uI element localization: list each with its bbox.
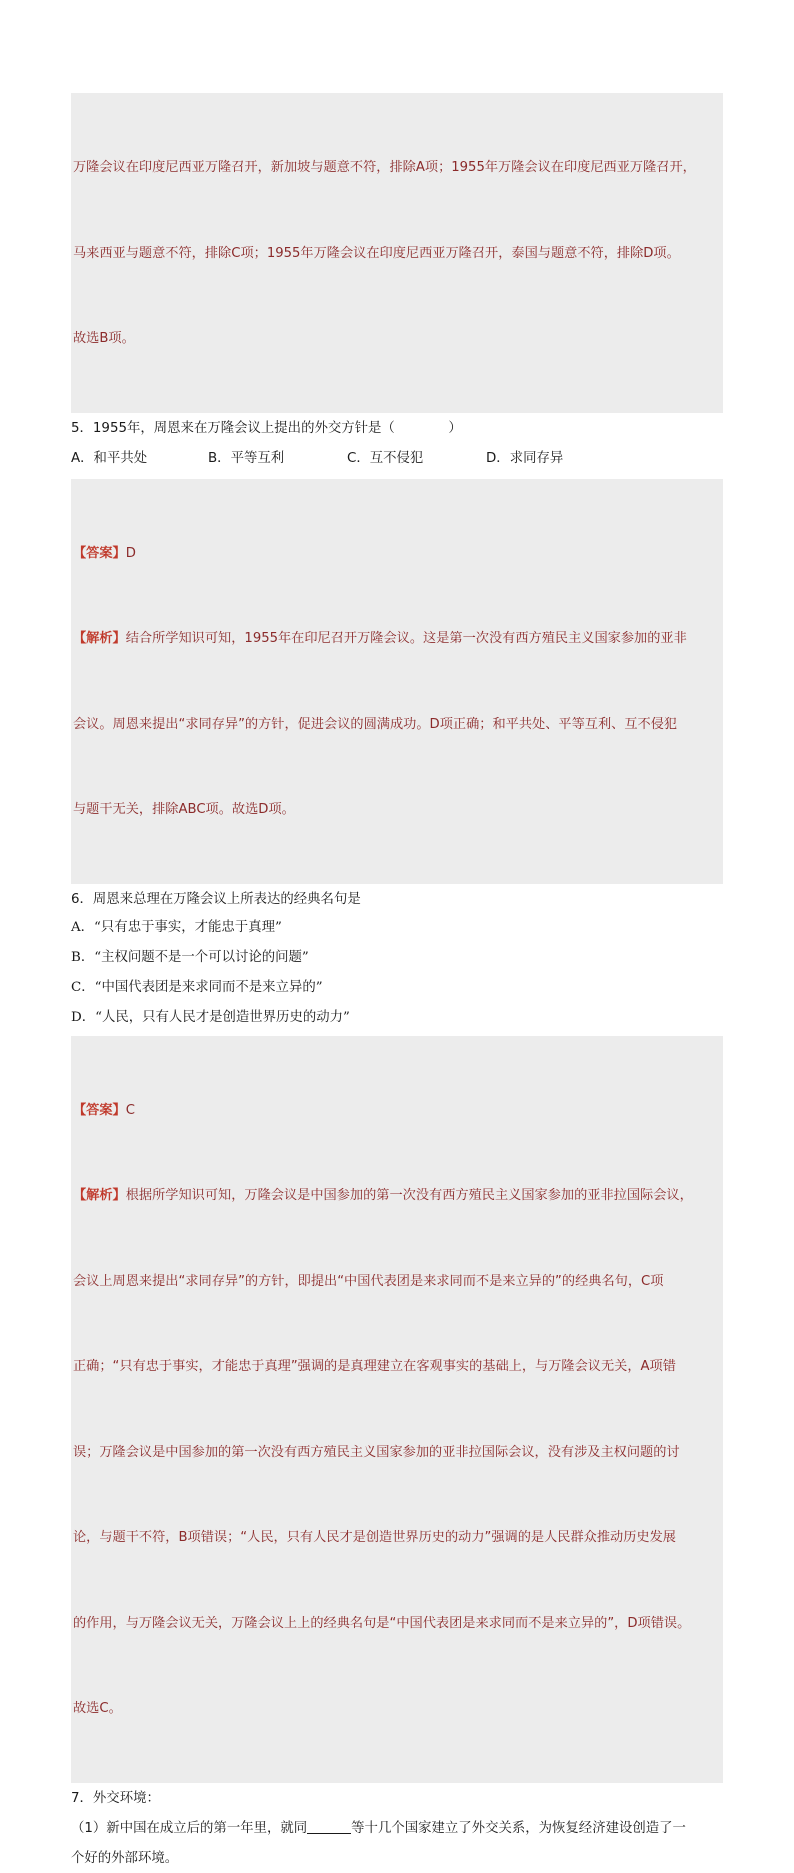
- question-5-answer: [73, 540, 721, 569]
- question-6-analysis-line-2: 会议上周恩来提出“求同存异”的方针，即提出“中国代表团是来求同而不是来立异的”的经典名句，C项: [73, 1273, 664, 1289]
- analysis-tag: 【解析】: [73, 1188, 126, 1203]
- question-6-analysis-line-7: 故选C。: [73, 1701, 122, 1716]
- analysis-text: 结合所学知识可知，1955年在印尼召开万隆会议。这是第一次没有西方殖民主义国家参加的亚非: [125, 631, 687, 646]
- question-5-analysis-line-3: 与题干无关，排除ABC项。故选D项。: [73, 802, 295, 817]
- question-7-sub-1-line-2: 个好的外部环境。: [71, 1850, 179, 1866]
- question-7-sub-1: [71, 1815, 723, 1843]
- answer-tag: 【答案】: [73, 1102, 126, 1118]
- question-6-option-d: D．“人民，只有人民才是创造世界历史的动力”: [71, 1009, 350, 1025]
- question-5-analysis-line-1: [73, 625, 721, 654]
- fill-in-blank[interactable]: [307, 1819, 351, 1834]
- prev-analysis-block: [71, 93, 723, 413]
- question-6-stem: 6．周恩来总理在万隆会议上所表达的经典名句是: [71, 891, 361, 907]
- sub-1-text-b: 等十几个国家建立了外交关系，为恢复经济建设创造了一: [351, 1820, 686, 1836]
- question-5-analysis-line-2: 会议。周恩来提出“求同存异”的方针，促进会议的圆满成功。D项正确；和平共处、平等互利、互不侵犯: [73, 716, 678, 732]
- answer-value: D: [125, 545, 136, 561]
- question-6-option-c: C．“中国代表团是来求同而不是来立异的”: [71, 979, 323, 995]
- analysis-text: 根据所学知识可知，万隆会议是中国参加的第一次没有西方殖民主义国家参加的亚非拉国际会议，: [125, 1188, 693, 1203]
- question-5-option-a: A．和平共处: [71, 450, 148, 466]
- prev-analysis-line-3: 故选B项。: [73, 331, 135, 346]
- document-page: [71, 93, 723, 1873]
- question-5-answer-block: [71, 479, 723, 884]
- question-6-analysis-line-5: 论，与题干不符，B项错误；“人民，只有人民才是创造世界历史的动力”强调的是人民群众推动历史发展: [73, 1530, 676, 1545]
- question-5-option-d: D．求同存异: [486, 450, 564, 466]
- answer-tag: 【答案】: [73, 545, 126, 561]
- question-6-analysis-line-4: 误；万隆会议是中国参加的第一次没有西方殖民主义国家参加的亚非拉国际会议，没有涉及主权问题的讨: [73, 1444, 680, 1460]
- question-6-analysis-line-6: 的作用，与万隆会议无关，万隆会议上上的经典名句是“中国代表团是来求同而不是来立异的”，D项错误。: [73, 1615, 691, 1631]
- question-6-answer-block: [71, 1036, 723, 1783]
- sub-1-text-a: （1）新中国在成立后的第一年里，就同: [71, 1820, 308, 1836]
- answer-value: C: [125, 1102, 135, 1118]
- question-6-answer: [73, 1097, 721, 1126]
- prev-analysis-line-1: 万隆会议在印度尼西亚万隆召开，新加坡与题意不符，排除A项；1955年万隆会议在印度尼西亚万隆召开，: [73, 160, 696, 175]
- analysis-tag: 【解析】: [73, 631, 126, 646]
- question-5-option-c: C．互不侵犯: [347, 450, 424, 466]
- question-6-analysis-line-1: [73, 1182, 721, 1211]
- question-6-option-b: B．“主权问题不是一个可以讨论的问题”: [71, 949, 309, 965]
- question-5-stem: 5．1955年，周恩来在万隆会议上提出的外交方针是（ ）: [71, 420, 462, 436]
- question-5-option-b: B．平等互利: [208, 450, 285, 466]
- prev-analysis-line-2: 马来西亚与题意不符，排除C项；1955年万隆会议在印度尼西亚万隆召开，泰国与题意不符，排除D项。: [73, 245, 680, 261]
- question-5-options: [71, 443, 723, 475]
- question-7-stem: 7．外交环境：: [71, 1790, 160, 1806]
- question-6-option-a: A．“只有忠于事实，才能忠于真理”: [71, 919, 282, 935]
- question-6-analysis-line-3: 正确；“只有忠于事实，才能忠于真理”强调的是真理建立在客观事实的基础上，与万隆会议无关，A项错: [73, 1359, 676, 1374]
